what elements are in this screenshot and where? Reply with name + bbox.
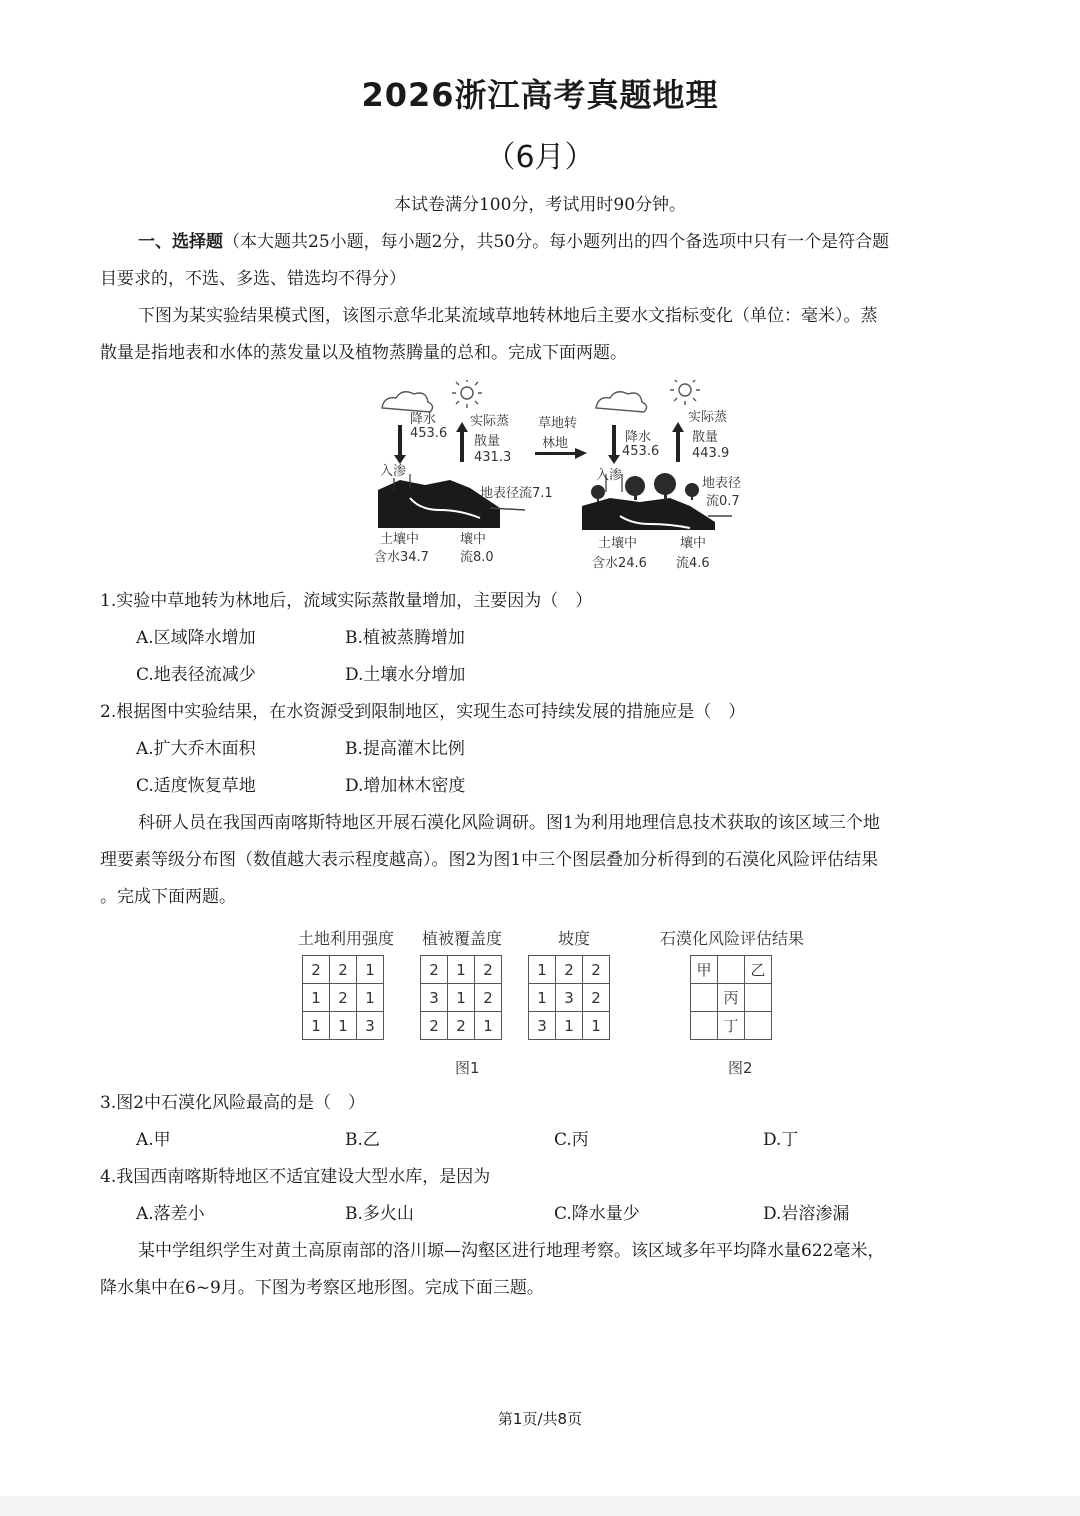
question-3-option-b: B.乙: [345, 1130, 380, 1150]
hydrology-figure: [370, 380, 750, 575]
right-evap-label-1: 实际蒸: [688, 410, 728, 425]
left-precip-label: 降水: [410, 412, 437, 427]
right-interflow-label-1: 壤中: [680, 536, 707, 551]
grid-cell: 3: [556, 984, 583, 1012]
grid-cell: 3: [421, 984, 448, 1012]
passage1-line1: 下图为某实验结果模式图，该图示意华北某流域草地转林地后主要水文指标变化（单位：毫米）。蒸: [138, 306, 878, 326]
grid-cell: 2: [421, 956, 448, 984]
grid-cell: 1: [357, 984, 384, 1012]
passage1-line2: 散量是指地表和水体的蒸发量以及植物蒸腾量的总和。完成下面两题。: [100, 343, 627, 363]
grid-cell: 3: [357, 1012, 384, 1040]
left-evap-label-2: 散量: [474, 434, 501, 449]
grid-cell: [745, 984, 772, 1012]
grid-cell: 1: [303, 984, 330, 1012]
question-4-option-d: D.岩溶渗漏: [763, 1204, 850, 1224]
grid-cell: 1: [475, 1012, 502, 1040]
grid-cell: [691, 984, 718, 1012]
grid-cell: 1: [583, 1012, 610, 1040]
grid-cell: 1: [556, 1012, 583, 1040]
grid-cell: 2: [583, 984, 610, 1012]
grid-label-slope: 坡度: [558, 929, 591, 948]
grid-cell: 2: [330, 984, 357, 1012]
question-4-option-b: B.多火山: [345, 1204, 414, 1224]
left-surface-runoff-label: 地表径流7.1: [480, 486, 553, 501]
grid-cell: [691, 1012, 718, 1040]
bottom-band: [0, 1496, 1080, 1516]
page-footer: 第1页/共8页: [497, 1410, 583, 1428]
grid-cell: 2: [475, 956, 502, 984]
question-3-option-a: A.甲: [136, 1130, 171, 1150]
left-soil-label-2: 含水34.7: [374, 550, 429, 565]
page-subtitle: （6月）: [485, 140, 595, 175]
question-1-option-c: C.地表径流减少: [136, 665, 256, 685]
right-soil-label-1: 土壤中: [598, 536, 638, 551]
question-1-option-b: B.植被蒸腾增加: [345, 628, 465, 648]
right-surface-runoff-label-2: 流0.7: [706, 494, 740, 509]
grid-vegetation: [420, 955, 502, 1040]
question-1-stem: 1.实验中草地转为林地后，流域实际蒸散量增加，主要因为（ ）: [100, 591, 593, 611]
question-2-option-b: B.提高灌木比例: [345, 739, 465, 759]
right-precip-label: 降水: [625, 430, 652, 445]
left-infiltration-label: 入渗: [380, 464, 407, 479]
grid-cell: 2: [303, 956, 330, 984]
grid-label-vegetation: 植被覆盖度: [422, 929, 503, 948]
grid-cell: 乙: [745, 956, 772, 984]
question-2-option-d: D.增加林木密度: [345, 776, 466, 796]
figure-2-caption: 图2: [728, 1059, 753, 1077]
section-heading-row: [138, 229, 889, 255]
grid-cell: 2: [475, 984, 502, 1012]
grid-cell: 甲: [691, 956, 718, 984]
left-interflow-label-1: 壤中: [460, 532, 487, 547]
right-evap-label-2: 散量: [692, 430, 719, 445]
left-precip-value: 453.6: [410, 426, 448, 441]
grid-cell: [745, 1012, 772, 1040]
grid-cell: [718, 956, 745, 984]
left-soil-label-1: 土壤中: [380, 532, 420, 547]
right-precip-value: 453.6: [622, 444, 660, 459]
right-infiltration-label: 入渗: [596, 468, 623, 483]
section-heading: 一、选择题: [138, 232, 223, 252]
grid-cell: 2: [583, 956, 610, 984]
question-4-option-a: A.落差小: [136, 1204, 205, 1224]
passage2-line1: 科研人员在我国西南喀斯特地区开展石漠化风险调研。图1为利用地理信息技术获取的该区域三个地: [138, 813, 880, 833]
question-2-option-c: C.适度恢复草地: [136, 776, 256, 796]
left-evap-label-1: 实际蒸: [470, 414, 510, 429]
grid-cell: 2: [421, 1012, 448, 1040]
grid-cell: 2: [330, 956, 357, 984]
grid-cell: 2: [448, 1012, 475, 1040]
grid-label-risk-result: 石漠化风险评估结果: [660, 929, 805, 948]
grid-cell: 1: [330, 1012, 357, 1040]
section-description: （本大题共25小题，每小题2分，共50分。每小题列出的四个备选项中只有一个是符合题: [223, 232, 890, 252]
grid-cell: 1: [448, 984, 475, 1012]
question-4-option-c: C.降水量少: [554, 1204, 640, 1224]
question-3-option-c: C.丙: [554, 1130, 589, 1150]
grid-cell: 1: [529, 984, 556, 1012]
right-surface-runoff-label-1: 地表径: [702, 476, 742, 491]
question-3-stem: 3.图2中石漠化风险最高的是（ ）: [100, 1093, 366, 1113]
exam-intro: 本试卷满分100分，考试用时90分钟。: [393, 195, 687, 215]
grid-cell: 1: [448, 956, 475, 984]
passage3-line1: 某中学组织学生对黄土高原南部的洛川塬—沟壑区进行地理考察。该区域多年平均降水量622毫米，: [138, 1241, 885, 1261]
grid-cell: 1: [303, 1012, 330, 1040]
question-1-option-d: D.土壤水分增加: [345, 665, 466, 685]
grid-label-land-use: 土地利用强度: [298, 929, 395, 948]
grid-cell: 丙: [718, 984, 745, 1012]
question-4-stem: 4.我国西南喀斯特地区不适宜建设大型水库，是因为: [100, 1167, 491, 1187]
grid-cell: 1: [529, 956, 556, 984]
left-evap-value: 431.3: [474, 450, 512, 465]
transition-label-2: 林地: [542, 436, 569, 451]
figure-1-caption: 图1: [455, 1059, 480, 1077]
section-description-2: 目要求的，不选、多选、错选均不得分）: [100, 269, 406, 289]
question-1-option-a: A.区域降水增加: [136, 628, 256, 648]
grid-slope: [528, 955, 610, 1040]
question-3-option-d: D.丁: [763, 1130, 799, 1150]
passage3-line2: 降水集中在6~9月。下图为考察区地形图。完成下面三题。: [100, 1278, 544, 1298]
right-interflow-label-2: 流4.6: [676, 556, 710, 571]
passage2-line2: 理要素等级分布图（数值越大表示程度越高）。图2为图1中三个图层叠加分析得到的石漠化风险评估结果: [100, 850, 879, 870]
right-soil-label-2: 含水24.6: [592, 556, 647, 571]
grid-cell: 1: [357, 956, 384, 984]
grid-cell: 3: [529, 1012, 556, 1040]
grid-land-use: [302, 955, 384, 1040]
right-evap-value: 443.9: [692, 446, 730, 461]
grid-risk-result: [690, 955, 772, 1040]
grid-cell: 2: [556, 956, 583, 984]
grid-cell: 丁: [718, 1012, 745, 1040]
page-title: 2026浙江高考真题地理: [361, 76, 719, 114]
question-2-option-a: A.扩大乔木面积: [136, 739, 256, 759]
transition-label-1: 草地转: [538, 416, 578, 431]
left-interflow-label-2: 流8.0: [460, 550, 494, 565]
question-2-stem: 2.根据图中实验结果，在水资源受到限制地区，实现生态可持续发展的措施应是（ ）: [100, 702, 746, 722]
passage2-line3: 。完成下面两题。: [100, 887, 236, 907]
